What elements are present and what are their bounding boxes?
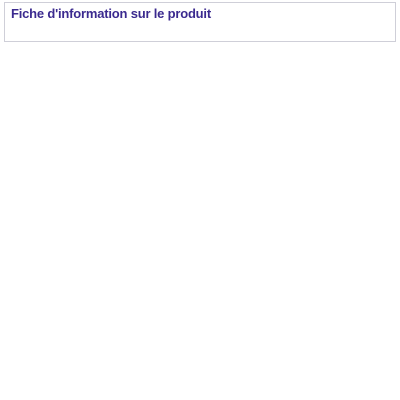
sheet-content [4,44,396,398]
sheet-header [4,2,396,42]
sheet-title: Fiche d'information sur le produit [11,6,211,21]
